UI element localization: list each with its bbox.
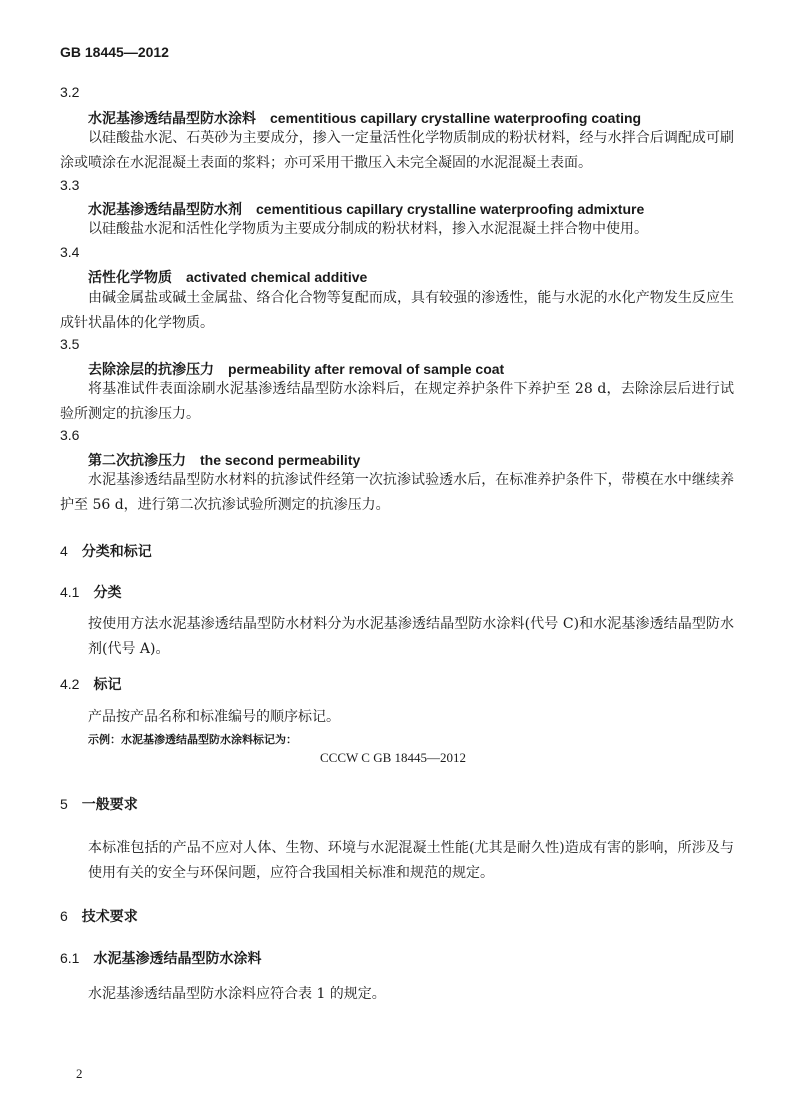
term-heading bbox=[88, 199, 644, 219]
term-heading bbox=[88, 450, 360, 470]
definition-text: 将基准试件表面涂刷水泥基渗透结晶型防水涂料后，在规定养护条件下养护至 28 d，去除涂层后进行试验所测定的抗渗压力。 bbox=[60, 381, 734, 422]
section-title: 水泥基渗透结晶型防水涂料 bbox=[93, 951, 262, 967]
definition-text: 水泥基渗透结晶型防水材料的抗渗试件经第一次抗渗试验透水后，在标准养护条件下，带模在水中继续养护至 56 d，进行第二次抗渗试验所测定的抗渗压力。 bbox=[60, 472, 734, 513]
section-number: 4.1 bbox=[60, 584, 80, 600]
section-number: 5 bbox=[60, 796, 68, 812]
term-heading bbox=[88, 108, 641, 128]
section-title: 分类和标记 bbox=[81, 544, 152, 560]
clause-number: 3.4 bbox=[60, 244, 80, 260]
definition-text: 以硅酸盐水泥、石英砂为主要成分，掺入一定量活性化学物质制成的粉状材料，经与水拌合后调配成可刷涂或喷涂在水泥混凝土表面的浆料；亦可采用干撒压入未完全凝固的水泥混凝土表面。 bbox=[60, 130, 734, 171]
section-6-heading bbox=[60, 906, 138, 926]
term-en: permeability after removal of sample coat bbox=[228, 361, 505, 377]
section-title: 一般要求 bbox=[81, 797, 138, 813]
marking-text: 产品按产品名称和标准编号的顺序标记。 bbox=[88, 709, 340, 725]
coating-requirement-text: 水泥基渗透结晶型防水涂料应符合表 1 的规定。 bbox=[88, 986, 386, 1002]
section-4-heading bbox=[60, 541, 152, 561]
term-en: cementitious capillary crystalline waterproofing admixture bbox=[256, 201, 645, 217]
term-zh: 去除涂层的抗渗压力 bbox=[88, 362, 214, 378]
classification-text: 按使用方法水泥基渗透结晶型防水材料分为水泥基渗透结晶型防水涂料(代号 C)和水泥基渗透结晶型防水剂(代号 A)。 bbox=[88, 616, 734, 657]
term-en: the second permeability bbox=[200, 452, 361, 468]
term-zh: 活性化学物质 bbox=[88, 270, 172, 286]
definition-text: 由碱金属盐或碱土金属盐、络合化合物等复配而成，具有较强的渗透性，能与水泥的水化产物发生反应生成针状晶体的化学物质。 bbox=[60, 290, 734, 331]
term-zh: 水泥基渗透结晶型防水涂料 bbox=[88, 111, 256, 127]
section-number: 6 bbox=[60, 908, 68, 924]
general-requirements-text: 本标准包括的产品不应对人体、生物、环境与水泥混凝土性能(尤其是耐久性)造成有害的影响，所涉及与使用有关的安全与环保问题，应符合我国相关标准和规范的规定。 bbox=[88, 840, 734, 881]
section-title: 技术要求 bbox=[81, 909, 138, 925]
section-title: 标记 bbox=[93, 677, 122, 693]
term-en: cementitious capillary crystalline waterproofing coating bbox=[270, 110, 642, 126]
term-zh: 水泥基渗透结晶型防水剂 bbox=[88, 202, 242, 218]
section-4-2-heading bbox=[60, 674, 121, 694]
section-5-heading bbox=[60, 794, 138, 814]
section-4-1-heading bbox=[60, 582, 121, 602]
section-title: 分类 bbox=[93, 585, 122, 601]
clause-number: 3.3 bbox=[60, 177, 80, 193]
term-en: activated chemical additive bbox=[186, 269, 368, 285]
section-number: 6.1 bbox=[60, 950, 80, 966]
clause-number: 3.6 bbox=[60, 427, 80, 443]
clause-number: 3.2 bbox=[60, 84, 80, 100]
clause-number: 3.5 bbox=[60, 336, 80, 352]
page-number: 2 bbox=[76, 1066, 83, 1081]
term-heading bbox=[88, 267, 367, 287]
marking-example-code: CCCW C GB 18445—2012 bbox=[320, 750, 467, 765]
definition-text: 以硅酸盐水泥和活性化学物质为主要成分制成的粉状材料，掺入水泥混凝土拌合物中使用。 bbox=[88, 221, 648, 237]
term-zh: 第二次抗渗压力 bbox=[88, 453, 186, 469]
section-number: 4.2 bbox=[60, 676, 80, 692]
term-heading bbox=[88, 359, 504, 379]
section-6-1-heading bbox=[60, 948, 261, 968]
standard-number-header: GB 18445—2012 bbox=[60, 44, 169, 60]
section-number: 4 bbox=[60, 543, 68, 559]
example-label: 示例：水泥基渗透结晶型防水涂料标记为： bbox=[88, 733, 297, 746]
